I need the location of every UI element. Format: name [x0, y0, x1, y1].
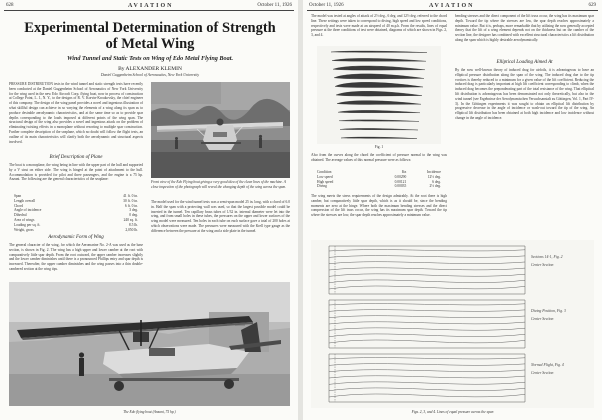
coefficient-row-cell: 0.00035 [394, 184, 407, 189]
header-rule [4, 10, 294, 11]
spec-label: Span [14, 194, 22, 198]
stress-requirements-paragraph: The wing meets the stress requirements of the design admirably. At the root there is high camber, but comparatively little spar depth, which is as it should be, since the bending moments are zero at the hinge. Where both the maximum bending stresses and the direct compression of the lift truss occur, the wing has its maximum spar depth. Toward the tip where the stresses are low, the spar depth reaches approximately a minimum value. [311, 194, 447, 218]
running-head: AVIATION [128, 3, 174, 9]
coefficient-table [317, 170, 441, 189]
section-heading-description: Brief Description of Plane [49, 155, 103, 160]
spec-label: Loading per sq. ft. [14, 222, 41, 227]
figure-1-caption: Fig. 1 [374, 145, 384, 149]
flying-boat-photo [9, 282, 290, 406]
spec-row [14, 228, 138, 233]
coefficient-row-cell: 2½ deg. [429, 184, 441, 189]
coefficient-intro-paragraph: Also from the curves along the chord the coefficient of pressure normal to the wing was obtained. The average values of this normal pressure were as follows: [311, 153, 447, 162]
figure-panel-label: Sections 14-1, Fig. 2 [531, 255, 563, 259]
spec-value: 0 deg. [129, 213, 138, 218]
pressure-diagrams-caption: Figs. 2, 3, and 4. Lines of equal pressure across the span [411, 410, 494, 414]
test-conditions-paragraph: The model was tested at angles of attack of 2½ deg., 6 deg. and 12½ deg. referred to the chord line. These settings were taken to correspond to diving, high speed and low speed conditions, respectively and tests were made at an airspeed of 40 m.p.h. From the results, lines of equal pressure at the three conditions of test were obtained, diagrams of which are shown in Figs. 2, 3, and 4. [311, 14, 447, 38]
left-page [0, 0, 298, 420]
coefficient-row-cell: Low speed [317, 174, 333, 179]
page-number: 628 [6, 3, 14, 8]
coefficient-row-cell: 0.00121 [394, 179, 407, 184]
center-section-label: Center Section [531, 263, 554, 267]
coefficient-header-cell: Condition [317, 170, 332, 174]
coefficient-row-cell: 0.00290 [394, 174, 407, 179]
right-page [303, 0, 602, 420]
equal-pressure-lines [311, 240, 594, 408]
coefficient-row-cell: 12½ deg. [427, 174, 441, 179]
coefficient-header-cell: Incidence [427, 170, 441, 174]
figure-panel-label: Normal Flight, Fig. 4 [531, 363, 564, 367]
spec-value: 3 deg. [129, 208, 138, 213]
aerodynamic-paragraph: The general character of the wing, for which the Aeromarine No. 2-A was used as the base section, is shown in Fig. 2. The wing has a high upper and lower camber at the root with comparatively little spar depth. From the root outward, the upper camber increases slightly and the lower camber diminishes until there is a pronounced Phillips entry and spar depth is increased. Thereafter, the upper camber diminishes and the wing passes into a thin double-cambered section at the wing tips. [9, 243, 143, 271]
article-title-line2: of Metal Wing [105, 36, 195, 52]
header-rule [307, 10, 598, 11]
center-section-label: Center Section [531, 371, 554, 375]
section-heading-aerodynamic: Aerodynamic Form of Wing [48, 235, 104, 240]
coefficient-row-cell: Diving [317, 184, 327, 189]
spec-label: Dihedral [14, 213, 27, 218]
spec-value: 8.5 lb. [128, 222, 138, 227]
page-number: 629 [588, 3, 596, 8]
intro-paragraph: PRESSURE DISTRIBUTION tests in the wind tunnel and static strength tests have recently been conducted at the Daniel Guggenheim School of Aeronautics of New York University for the wing used in the new Edo Aircraft Corp. flying boat, now in process of construction at College Point, L. I., N. Y., to the designs of R. V. Korvin-Kroukovsky, the chief engineer of this company. The design of the wing panel provides a novel and ingenious illustration of what skillful design can achieve in so varying the elements of a wing along its span as to produce desirable aerodynamic characteristics, and at the same time so as to provide spar depths corresponding to the loads imposed at different points of the wing span. The structural design of the wing also provides a novel and ingenious attack on the problem of eliminating twisting effects in a monoplane without resorting to multiple spar construction. Further complete description of the seaplane, which no doubt will follow the flight tests, an outline of its main characteristics will clarify both the aerodynamic and structural aspects involved. [9, 82, 143, 144]
wing-section-profiles [317, 46, 441, 144]
issue-date: October 11, 1926 [309, 3, 344, 8]
spec-table [14, 194, 138, 232]
lift-distribution-paragraph: bending stresses and the direct component of the lift truss occur, the wing has its maximum spar depth. Toward the tip where the stresses are low, the spar depth reaches approximately a minimum value. But it is, perhaps, more remarkable that by utilizing the now generally accepted theory that the lift of a wing element depends not on the thickness but on the camber of the section line, the designer has combined with excellent structural characteristics a lift distribution along the span which is highly desirable aerodynamically. [455, 14, 594, 42]
spec-label: Weight, gross [14, 227, 34, 232]
spec-label: Length overall [14, 198, 36, 203]
running-head: AVIATION [429, 3, 475, 9]
wing-sections-figure [317, 46, 441, 144]
coefficient-row [317, 184, 441, 189]
front-view-photo-caption: Front view of the Edo Flying boat giving a very good idea of the clean lines of the machine. A close inspection of the photograph will reveal the changing depth of the wing across the span. [151, 180, 287, 189]
pressure-diagrams [311, 240, 594, 408]
front-view-photo [151, 82, 290, 178]
issue-date: October 11, 1926 [257, 3, 292, 8]
coefficient-row-cell: 6 deg. [432, 179, 441, 184]
elliptical-loading-paragraph: By the now well-known theory of induced drag for airfoils, it is advantageous to have an elliptical pressure distribution along the span of the wing. The induced drag due to the tip vortices is thereby reduced to a minimum for a given value of the lift coefficient. Reducing the induced drag is particularly important at high lift coefficient corresponding to climb, when the induced drag becomes the preponderating part of the total resistance of the wing. That elliptical lift distribution is advantageous has been demonstrated not only theoretically, but also in the wind tunnel (see Ergebnisse der Aerodynamischen Versuchsanstalt zu Göttingen, Vol. 1, Part IV-3). In the Göttingen experiments it was sought to obtain an elliptical lift distribution by progressive decrease in the angle of incidence or wash-out toward the tip of the wing. An elliptical lift distribution has been obtained at both high incidence and low incidence without change in the angle of incidence. [455, 68, 594, 120]
spec-value: 30 ft. 0 in. [123, 198, 138, 203]
spec-value: 240 sq. ft. [123, 217, 138, 222]
article-subtitle: Wind Tunnel and Static Tests on Wing of Edo Metal Flying Boat. [66, 55, 234, 62]
flying-boat-photo-caption: The Edo flying boat (Anzani, 75 hp.) [123, 410, 176, 414]
article-title-line1: Experimental Determination of Strength [24, 20, 276, 36]
center-section-label: Center Section [531, 317, 554, 321]
wind-tunnel-paragraph: The model used for the wind tunnel tests was a semi-span model 25 in. long, with a chord of 6.0 in. Half the span with a protecting wall was used, so that the largest possible model could be inserted in the tunnel. Ten capillary brass tubes of 1/32 in. internal diameter were let into the wing, and from small holes in these tubes, the pressures on the upper and lower surfaces of the wing model were measured. Ten holes in each tube on each surface gave a total of 200 holes at which observations were made. The pressures were measured with the Krell type gauge as the difference between the pressure at the wing and a side plate in the tunnel. [151, 200, 290, 233]
spec-label: Area of wings [14, 217, 35, 222]
spec-label: Chord [14, 203, 23, 208]
spec-value: 41 ft. 0 in. [123, 194, 138, 198]
figure-panel-label: Diving Position, Fig. 3 [531, 309, 566, 313]
byline: By ALEXANDER KLEMIN [118, 66, 182, 72]
section-heading-elliptical: Elliptical Loading Aimed At [496, 60, 553, 65]
spec-value: 2,050 lb. [125, 227, 138, 232]
spec-value: 6 ft. 0 in. [124, 203, 138, 208]
spec-label: Angle of incidence [14, 208, 42, 213]
description-paragraph: The boat is a monoplane, the wing being in line with the upper part of the hull and supported by a V strut on either side. The wing is hinged at the point of attachment to the hull. Accommodation is provided for pilot and three passengers, and the engine is a 75 hp. Anzani. The following are the general characteristics of the seaplane: [9, 163, 143, 182]
affiliation: Daniel Guggenheim School of Aeronautics, New York University [100, 73, 200, 77]
coefficient-row-cell: High speed [317, 179, 334, 184]
coefficient-header-cell: Kn [401, 170, 407, 174]
